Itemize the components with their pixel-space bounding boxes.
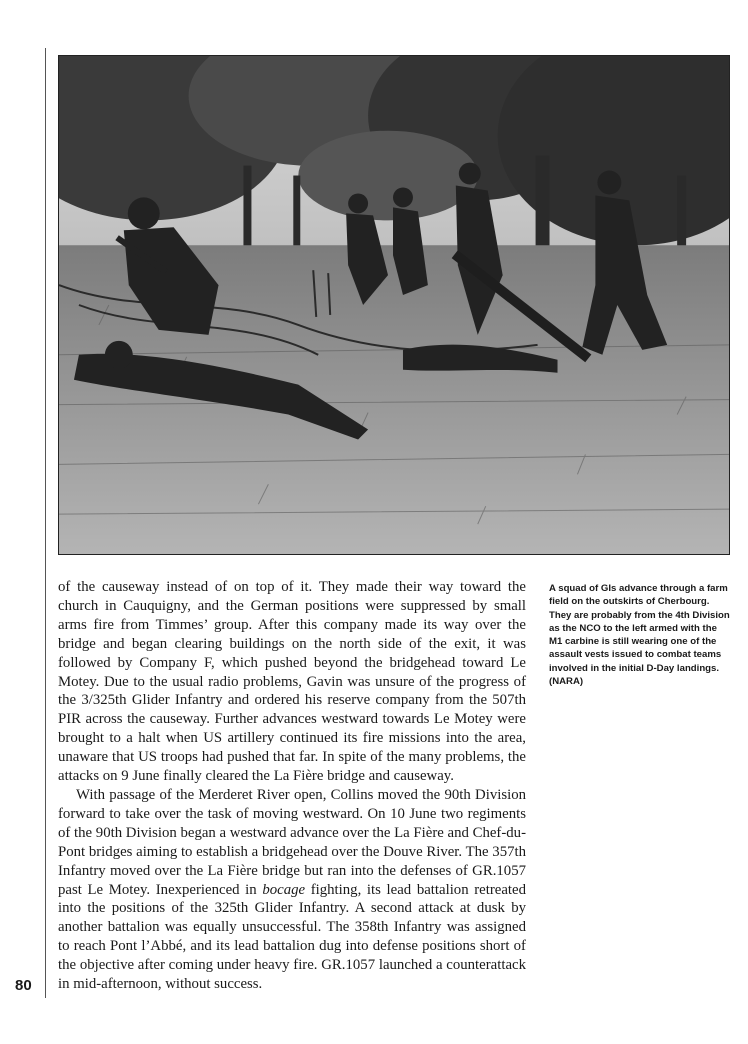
page-number: 80 <box>15 977 32 994</box>
paragraph-2 <box>58 786 526 994</box>
margin-rule <box>45 48 46 998</box>
photo-illustration <box>59 56 729 554</box>
paragraph-2-italic: bocage <box>262 881 306 898</box>
paragraph-2-part-2: fighting, its lead battalion retreated into the positions of the 325th Glider Infantry. A second attack at dusk by another battalion was equally unsuccessful. The 358th Infantry was assigned to reach Pont l’Abbé, and its lead battalion dug into defense positions short of the objective after coming under heavy fire. GR.1057 launched a counterattack in mid-afternoon, without success. <box>58 881 526 993</box>
photo-caption: A squad of GIs advance through a farm field on the outskirts of Cherbourg. They are probably from the 4th Division as the NCO to the left armed with the M1 carbine is still wearing one of the assault vests issued to combat teams involved in the initial D-Day landings. (NARA) <box>549 583 730 688</box>
war-photograph <box>58 55 730 555</box>
paragraph-2-part-1: With passage of the Merderet River open, Collins moved the 90th Division forward to take over the task of moving westward. On 10 June two regiments of the 90th Division began a westward advance over the La Fière and Chef-du-Pont bridges aiming to establish a bridgehead over the Douve River. The 357th Infantry moved over the La Fière bridge but ran into the defenses of GR.1057 past Le Motey. Inexperienced in <box>58 786 526 898</box>
body-text <box>58 578 526 994</box>
paragraph-1: of the causeway instead of on top of it. They made their way toward the church in Cauquigny, and the German positions were suppressed by small arms fire from Timmes’ group. After this company made its way over the bridge and began clearing buildings on the north side of the exit, it was followed by Company F, which pushed beyond the bridgehead toward Le Motey. Due to the usual radio problems, Gavin was unsure of the progress of the 3/325th Glider Infantry and ordered his reserve company from the 507th PIR across the causeway. Further advances westward towards Le Motey were brought to a halt when US artillery continued its fire missions into the area, unaware that US troops had pushed that far. In spite of the many problems, the attacks on 9 June finally cleared the La Fière bridge and causeway. <box>58 579 526 785</box>
